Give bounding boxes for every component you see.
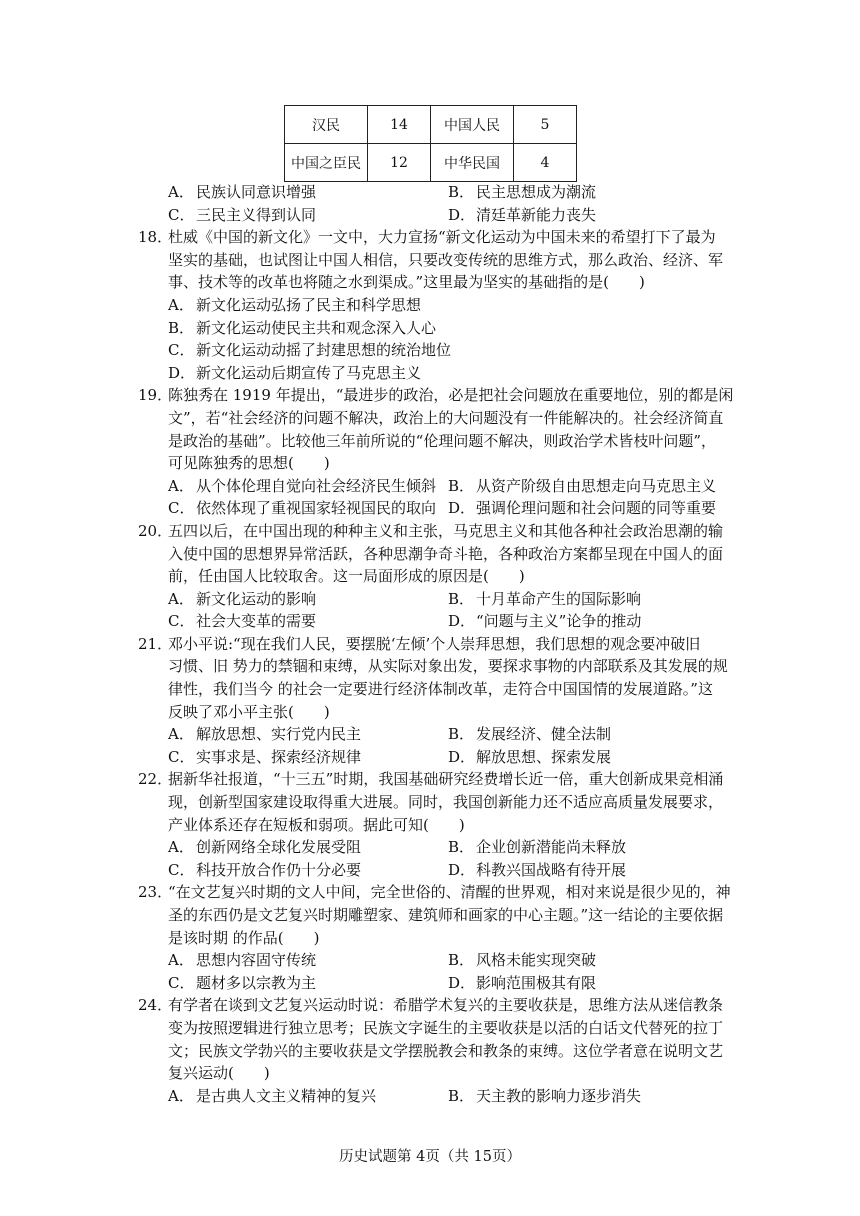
question-number: 21． [138,634,173,653]
name-frequency-table [284,105,577,182]
option-row [168,1085,738,1108]
option-text: 民族认同意识增强 [196,183,317,201]
question-text: 杜威《中国的新文化》一文中，大力宣扬“新文化运动为中国未来的希望打下了最为 [168,228,716,247]
question-line [138,249,738,272]
option-text: 发展经济、健全法制 [476,725,612,744]
question-list [138,181,738,1107]
table-cell: 中国人民 [431,106,514,144]
option-letter: C． [168,341,195,360]
option-row [168,181,738,204]
question-text: 事、技术等的改革也将随之水到渠成。”这里最为坚实的基础指的是( ) [168,273,645,292]
question-text: 现，创新型国家建设取得重大进展。同时，我国创新能力还不适应高质量发展要求， [168,793,724,812]
question-line [138,655,738,678]
question-text: 坚实的基础，也试图让中国人相信，只要改变传统的思维方式，那么政治、经济、军 [168,250,724,269]
question-line [138,271,738,294]
answer-option [168,746,448,769]
option-row [168,610,738,633]
indent [138,1017,168,1040]
answer-option [448,204,728,227]
option-letter: D． [448,973,476,992]
question-line [138,226,738,249]
question-number: 18． [138,228,173,247]
indent [138,1040,168,1063]
option-letter: C． [168,205,195,224]
option-text: 三民主义得到认同 [196,205,317,224]
question-line [138,701,738,724]
table-cell: 中国之臣民 [285,144,368,182]
option-text: 民主思想成为潮流 [476,183,597,201]
answer-option [448,836,728,859]
question-line [138,1040,738,1063]
question-line [138,633,738,656]
question-line [138,768,738,791]
question-line [138,791,738,814]
question [138,994,738,1107]
question-line [138,384,738,407]
answer-option [448,859,728,882]
option-row [168,204,738,227]
option-text: 新文化运动弘扬了民主和科学思想 [196,295,422,314]
option-letter: C． [168,973,195,992]
option-letter: B． [168,318,195,337]
option-letter: A． [168,725,194,744]
option-text: 新文化运动的影响 [196,589,317,608]
answer-option [168,362,728,385]
question [138,633,738,769]
answer-option [448,949,728,972]
option-text: 清廷革新能力丧失 [476,205,597,224]
option-row [168,475,738,498]
answer-option [168,972,448,995]
question-text: 是该时期 的作品( ) [168,928,320,947]
question-line [138,1017,738,1040]
question-options [138,294,738,384]
question-text: 复兴运动( ) [168,1064,270,1083]
option-letter: D． [448,612,476,631]
question-number: 20． [138,521,173,540]
option-row [168,723,738,746]
indent [138,430,168,453]
question-text: 入使中国的思想界异常活跃，各种思潮争奇斗艳，各种政治方案都呈现在中国人的面 [168,544,724,563]
option-text: 十月革命产生的国际影响 [476,589,642,608]
option-text: 题材多以宗教为主 [196,973,317,992]
option-letter: C． [168,499,195,518]
table-cell: 汉民 [285,106,368,144]
indent [138,678,168,701]
indent [138,927,168,950]
option-text: 解放思想、探索发展 [476,747,612,766]
option-letter: D． [168,363,196,382]
question-options [138,836,738,881]
indent [138,904,168,927]
option-letter: D． [448,860,476,879]
question-line [138,565,738,588]
table-row [285,106,577,144]
option-letter: A． [168,838,194,857]
option-row [168,836,738,859]
question-line [138,881,738,904]
option-text: 新文化运动后期宣传了马克思主义 [196,363,422,382]
option-row [168,972,738,995]
question-text: 是政治的基础”。比较他三年前所说的“伦理问题不解决，则政治学术皆枝叶问题”， [168,431,717,450]
question-line [138,407,738,430]
answer-option [448,497,728,520]
question-text: 产业体系还存在短板和弱项。据此可知( ) [168,815,465,834]
answer-option [448,723,728,746]
question-line [138,430,738,453]
answer-option [168,949,448,972]
question-line [138,814,738,837]
option-letter: A． [168,1086,194,1105]
answer-option [448,588,728,611]
answer-option [168,294,728,317]
option-letter: D． [448,747,476,766]
answer-option [168,610,448,633]
indent [138,1062,168,1085]
question-line [138,994,738,1017]
option-letter: B． [448,725,475,744]
indent [138,271,168,294]
question [138,226,738,384]
option-letter: A． [168,951,194,970]
option-letter: A． [168,589,194,608]
table-cell: 中华民国 [431,144,514,182]
table-cell: 12 [368,144,431,182]
option-text: 新文化运动动摇了封建思想的统治地位 [196,341,452,360]
question-options [138,1085,738,1108]
option-letter: D． [448,205,476,224]
indent [138,814,168,837]
answer-option [448,181,728,204]
question-text: 习惯、旧 势力的禁锢和束缚，从实际对象出发，要探求事物的内部联系及其发展的规 [168,657,728,676]
question-line [138,452,738,475]
option-letter: A． [168,476,194,495]
question-text: 可见陈独秀的思想( ) [168,454,330,473]
option-text: “问题与主义”论争的推动 [476,612,642,631]
option-letter: A． [168,183,194,201]
question-line [138,678,738,701]
option-row [168,588,738,611]
option-text: 依然体现了重视国家轻视国民的取向 [196,499,437,518]
answer-option [168,1085,448,1108]
indent [138,655,168,678]
question-text: 反映了邓小平主张( ) [168,702,330,721]
answer-option [168,588,448,611]
option-text: 影响范围极其有限 [476,973,597,992]
option-row [168,317,738,340]
option-row [168,746,738,769]
option-text: 思想内容固守传统 [196,951,317,970]
question-options [138,723,738,768]
question [138,768,738,881]
question-line [138,904,738,927]
question-17-options [138,181,738,226]
table-cell: 14 [368,106,431,144]
option-letter: B． [448,1086,475,1105]
option-letter: B． [448,838,475,857]
option-text: 创新网络全球化发展受阻 [196,838,362,857]
answer-option [448,972,728,995]
option-row [168,497,738,520]
option-text: 从个体伦理自觉向社会经济民生倾斜 [196,476,437,495]
option-row [168,859,738,882]
option-text: 解放思想、实行党内民主 [196,725,362,744]
question-options [138,475,738,520]
question-number: 23． [138,883,173,902]
question-line [138,927,738,950]
option-row [168,339,738,362]
answer-option [168,723,448,746]
indent [138,701,168,724]
indent [138,565,168,588]
option-text: 强调伦理问题和社会问题的同等重要 [476,499,717,518]
option-text: 新文化运动使民主共和观念深入人心 [196,318,437,337]
indent [138,407,168,430]
answer-option [168,204,448,227]
question-line [138,1062,738,1085]
answer-option [168,181,448,204]
option-letter: D． [448,499,476,518]
question-number: 19． [138,386,173,405]
answer-option [448,610,728,633]
option-text: 企业创新潜能尚未释放 [476,838,627,857]
answer-option [448,1085,728,1108]
option-text: 实事求是、探索经济规律 [196,747,362,766]
option-row [168,294,738,317]
question-line [138,543,738,566]
question [138,384,738,520]
option-text: 从资产阶级自由思想走向马克思主义 [476,476,717,495]
option-letter: C． [168,747,195,766]
question-options [138,588,738,633]
indent [138,452,168,475]
option-letter: B． [448,589,475,608]
answer-option [168,339,728,362]
question-text: 陈独秀在 1919 年提出，“最进步的政治，必是把社会问题放在重要地位，别的都是闲 [168,386,734,405]
table-cell: 4 [514,144,577,182]
question-text: 变为按照逻辑进行独立思考；民族文字诞生的主要收获是以活的白话文代替死的拉丁 [168,1018,724,1037]
answer-option [168,859,448,882]
answer-option [168,836,448,859]
answer-option [168,317,728,340]
option-letter: B． [448,183,475,201]
question [138,881,738,994]
option-letter: B． [448,951,475,970]
question-text: “在文艺复兴时期的文人中间，完全世俗的、清醒的世界观，相对来说是很少见的，神 [168,883,731,902]
table-cell: 5 [514,106,577,144]
question [138,520,738,633]
option-text: 是古典人文主义精神的复兴 [196,1086,377,1105]
answer-option [168,497,448,520]
question-text: 前，任由国人比较取舍。这一局面形成的原因是( ) [168,567,525,586]
question-line [138,520,738,543]
option-text: 天主教的影响力逐步消失 [476,1086,642,1105]
question-text: 文；民族文学勃兴的主要收获是文学摆脱教会和教条的束缚。这位学者意在说明文艺 [168,1041,724,1060]
question-text: 有学者在谈到文艺复兴运动时说：希腊学术复兴的主要收获是，思维方法从迷信教条 [168,996,724,1015]
question-text: 文”，若“社会经济的问题不解决，政治上的大问题没有一件能解决的。社会经济简直 [168,408,724,427]
indent [138,543,168,566]
option-text: 社会大变革的需要 [196,612,317,631]
option-letter: B． [448,476,475,495]
question-text: 五四以后，在中国出现的种种主义和主张，马克思主义和其他各种社会政治思潮的输 [168,521,724,540]
option-text: 科技开放合作仍十分必要 [196,860,362,879]
question-number: 22． [138,770,173,789]
option-row [168,362,738,385]
option-letter: A． [168,295,194,314]
option-row [168,949,738,972]
question-text: 据新华社报道，“十三五”时期，我国基础研究经费增长近一倍，重大创新成果竞相涌 [168,770,724,789]
answer-option [448,746,728,769]
indent [138,249,168,272]
question-text: 邓小平说:“现在我们人民，要摆脱‘左倾’个人崇拜思想，我们思想的观念要冲破旧 [168,634,701,653]
question-text: 圣的东西仍是文艺复兴时期雕塑家、建筑师和画家的中心主题。”这一结论的主要依据 [168,906,724,924]
question-options [138,949,738,994]
page-footer: 历史试题第 4页（共 15页） [339,1149,521,1165]
indent [138,791,168,814]
option-text: 科教兴国战略有待开展 [476,860,627,879]
option-text: 风格未能实现突破 [476,951,597,970]
option-letter: C． [168,860,195,879]
question-text: 律性，我们当今 的社会一定要进行经济体制改革，走符合中国国情的发展道路。”这 [168,680,713,699]
table-row [285,144,577,182]
question-number: 24． [138,996,173,1015]
option-letter: C． [168,612,195,631]
answer-option [448,475,728,498]
answer-option [168,475,448,498]
